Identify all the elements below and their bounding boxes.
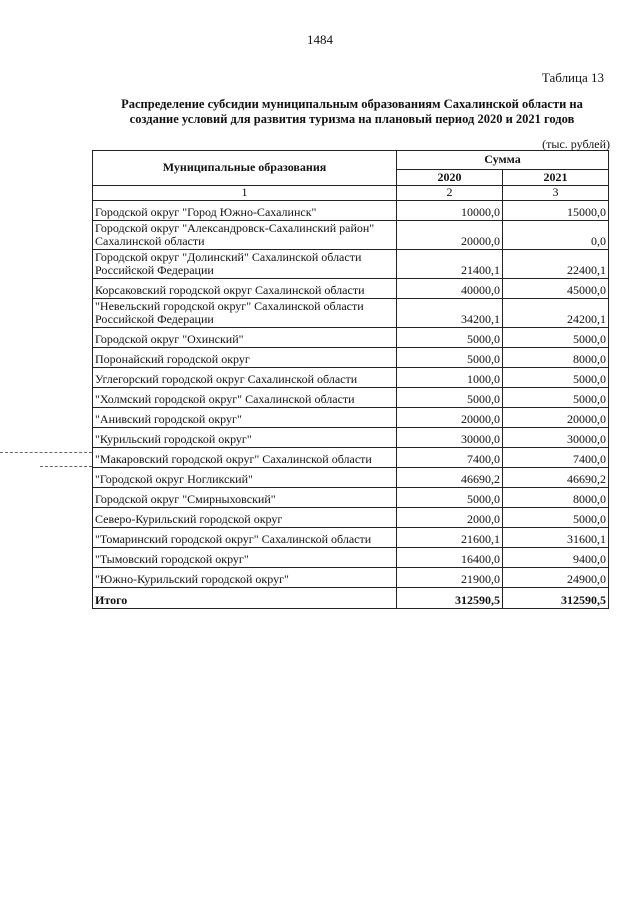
value-2021: 5000,0 xyxy=(503,327,609,347)
unit-note: (тыс. рублей) xyxy=(542,137,610,151)
header-municipalities: Муниципальные образования xyxy=(93,151,397,186)
table-row xyxy=(93,547,609,567)
header-sum: Сумма xyxy=(397,151,609,170)
value-2020: 5000,0 xyxy=(397,487,503,507)
table-row xyxy=(93,200,609,220)
scan-artifact-line xyxy=(40,466,92,467)
municipality-name: "Тымовский городской округ" xyxy=(93,547,397,567)
value-2020: 5000,0 xyxy=(397,387,503,407)
value-2020: 10000,0 xyxy=(397,200,503,220)
value-2020: 16400,0 xyxy=(397,547,503,567)
table-number: Таблица 13 xyxy=(541,70,604,85)
municipality-name: Городской округ "Смирныховский" xyxy=(93,487,397,507)
table-row xyxy=(93,327,609,347)
municipality-name: "Томаринский городской округ" Сахалинской области xyxy=(93,527,397,547)
municipality-name: "Южно-Курильский городской округ" xyxy=(93,567,397,587)
column-index-1: 1 xyxy=(93,186,397,201)
municipality-name: Городской округ "Александровск-Сахалинский район" Сахалинской области xyxy=(93,220,397,249)
value-2021: 5000,0 xyxy=(503,387,609,407)
column-index-3: 3 xyxy=(503,186,609,201)
value-2020: 34200,1 xyxy=(397,298,503,327)
value-2021: 8000,0 xyxy=(503,347,609,367)
value-2021: 9400,0 xyxy=(503,547,609,567)
municipality-name: "Городской округ Ногликский" xyxy=(93,467,397,487)
table-row xyxy=(93,278,609,298)
value-2021: 45000,0 xyxy=(503,278,609,298)
total-2020: 312590,5 xyxy=(397,587,503,608)
document-title xyxy=(92,97,612,127)
column-index-2: 2 xyxy=(397,186,503,201)
value-2021: 24900,0 xyxy=(503,567,609,587)
value-2020: 20000,0 xyxy=(397,407,503,427)
table-row xyxy=(93,467,609,487)
municipality-name: "Макаровский городской округ" Сахалинской области xyxy=(93,447,397,467)
scan-artifact-line xyxy=(0,452,92,453)
value-2020: 46690,2 xyxy=(397,467,503,487)
table-header xyxy=(93,151,609,201)
municipality-name: "Курильский городской округ" xyxy=(93,427,397,447)
table-row xyxy=(93,387,609,407)
page-number: 1484 xyxy=(307,32,333,47)
value-2021: 24200,1 xyxy=(503,298,609,327)
table-row xyxy=(93,527,609,547)
table-row xyxy=(93,507,609,527)
table-row xyxy=(93,447,609,467)
table-row xyxy=(93,298,609,327)
municipality-name: "Невельский городской округ" Сахалинской области Российской Федерации xyxy=(93,298,397,327)
table-row xyxy=(93,220,609,249)
value-2021: 30000,0 xyxy=(503,427,609,447)
total-label: Итого xyxy=(93,587,397,608)
value-2020: 1000,0 xyxy=(397,367,503,387)
table-row xyxy=(93,367,609,387)
municipality-name: Северо-Курильский городской округ xyxy=(93,507,397,527)
title-line-1: Распределение субсидии муниципальным образованиям Сахалинской области на xyxy=(121,97,583,111)
value-2021: 15000,0 xyxy=(503,200,609,220)
total-row xyxy=(93,587,609,608)
table-row xyxy=(93,427,609,447)
value-2020: 2000,0 xyxy=(397,507,503,527)
municipality-name: Корсаковский городской округ Сахалинской области xyxy=(93,278,397,298)
value-2020: 7400,0 xyxy=(397,447,503,467)
value-2020: 21900,0 xyxy=(397,567,503,587)
value-2020: 40000,0 xyxy=(397,278,503,298)
municipality-name: Углегорский городской округ Сахалинской области xyxy=(93,367,397,387)
table-row xyxy=(93,347,609,367)
value-2020: 21600,1 xyxy=(397,527,503,547)
title-line-2: создание условий для развития туризма на плановый период 2020 и 2021 годов xyxy=(129,112,575,126)
subsidy-table xyxy=(92,150,609,609)
value-2021: 46690,2 xyxy=(503,467,609,487)
value-2020: 5000,0 xyxy=(397,327,503,347)
value-2021: 5000,0 xyxy=(503,507,609,527)
header-year-2020: 2020 xyxy=(397,170,503,186)
municipality-name: Городской округ "Охинский" xyxy=(93,327,397,347)
table-row xyxy=(93,249,609,278)
value-2020: 21400,1 xyxy=(397,249,503,278)
value-2020: 30000,0 xyxy=(397,427,503,447)
municipality-name: Городской округ "Долинский" Сахалинской области Российской Федерации xyxy=(93,249,397,278)
table-row xyxy=(93,407,609,427)
value-2021: 31600,1 xyxy=(503,527,609,547)
value-2020: 20000,0 xyxy=(397,220,503,249)
header-year-2021: 2021 xyxy=(503,170,609,186)
municipality-name: Поронайский городской округ xyxy=(93,347,397,367)
municipality-name: "Анивский городской округ" xyxy=(93,407,397,427)
value-2021: 0,0 xyxy=(503,220,609,249)
value-2020: 5000,0 xyxy=(397,347,503,367)
table-body xyxy=(93,200,609,608)
table-row xyxy=(93,487,609,507)
municipality-name: Городской округ "Город Южно-Сахалинск" xyxy=(93,200,397,220)
value-2021: 7400,0 xyxy=(503,447,609,467)
total-2021: 312590,5 xyxy=(503,587,609,608)
table-row xyxy=(93,567,609,587)
value-2021: 20000,0 xyxy=(503,407,609,427)
value-2021: 8000,0 xyxy=(503,487,609,507)
municipality-name: "Холмский городской округ" Сахалинской области xyxy=(93,387,397,407)
value-2021: 22400,1 xyxy=(503,249,609,278)
value-2021: 5000,0 xyxy=(503,367,609,387)
